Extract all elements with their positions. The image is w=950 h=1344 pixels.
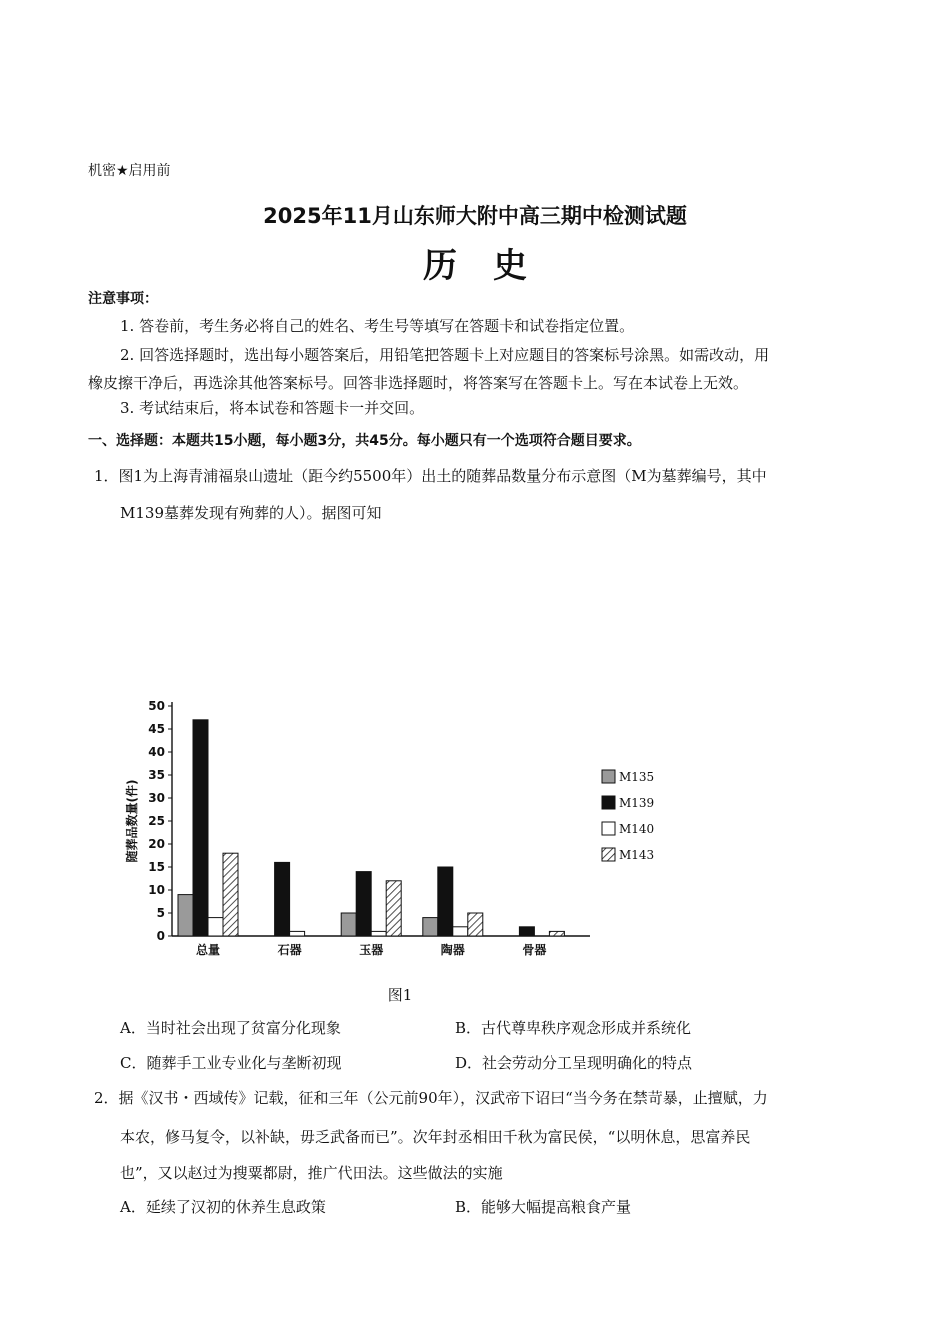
q2-option-b: B．能够大幅提高粮食产量 bbox=[455, 1198, 632, 1216]
bar-m135-0 bbox=[178, 895, 193, 936]
legend-label-m140: M140 bbox=[619, 822, 655, 836]
figure-1-caption: 图1 bbox=[387, 986, 413, 1004]
q1-option-a: A．当时社会出现了贫富分化现象 bbox=[120, 1019, 341, 1037]
note-item-2-line-1: 2. 回答选择题时，选出每小题答案后，用铅笔把答题卡上对应题目的答案标号涂黑。如需改动，用 bbox=[120, 346, 770, 364]
bar-m143-4 bbox=[549, 931, 564, 936]
legend-swatch-m143 bbox=[602, 848, 615, 861]
bar-m139-4 bbox=[519, 927, 534, 936]
q1-option-c: C．随葬手工业专业化与垄断初现 bbox=[120, 1054, 342, 1072]
q2-stem-line-3: 也”，又以赵过为搜粟都尉，推广代田法。这些做法的实施 bbox=[120, 1164, 503, 1182]
x-category-label: 陶器 bbox=[440, 943, 465, 957]
x-category-label: 骨器 bbox=[522, 943, 547, 957]
x-category-label: 石器 bbox=[277, 943, 302, 957]
legend-label-m135: M135 bbox=[619, 770, 655, 784]
y-axis-label: 随葬品数量(件) bbox=[125, 779, 139, 863]
y-tick-label: 50 bbox=[148, 699, 165, 713]
note-item-2-line-2: 橡皮擦干净后，再选涂其他答案标号。回答非选择题时，将答案写在答题卡上。写在本试卷上无效。 bbox=[88, 374, 749, 392]
y-tick-label: 20 bbox=[148, 837, 165, 851]
y-tick-label: 15 bbox=[148, 860, 165, 874]
legend-swatch-m135 bbox=[602, 770, 615, 783]
note-item-1: 1. 答卷前，考生务必将自己的姓名、考生号等填写在答题卡和试卷指定位置。 bbox=[120, 317, 635, 335]
q1-stem-line-2: M139墓葬发现有殉葬的人）。据图可知 bbox=[120, 504, 382, 522]
q2-option-a: A．延续了汉初的休养生息政策 bbox=[120, 1198, 326, 1216]
legend-swatch-m139 bbox=[602, 796, 615, 809]
bar-m140-0 bbox=[208, 918, 223, 936]
bar-m139-1 bbox=[275, 862, 290, 936]
bar-m140-3 bbox=[453, 927, 468, 936]
section-1-heading: 一、选择题：本题共15小题，每小题3分，共45分。每小题只有一个选项符合题目要求。 bbox=[88, 433, 641, 449]
y-tick-label: 10 bbox=[148, 883, 165, 897]
note-item-3: 3. 考试结束后，将本试卷和答题卡一并交回。 bbox=[120, 399, 425, 417]
subject-title: 历史 bbox=[423, 246, 563, 286]
y-tick-label: 25 bbox=[148, 814, 165, 828]
legend-label-m139: M139 bbox=[619, 796, 655, 810]
exam-title: 2025年11月山东师大附中高三期中检测试题 bbox=[263, 204, 687, 228]
burial-goods-bar-chart bbox=[120, 690, 680, 970]
y-tick-label: 40 bbox=[148, 745, 165, 759]
bar-m143-2 bbox=[386, 881, 401, 936]
bar-m140-2 bbox=[371, 931, 386, 936]
q1-option-b: B．古代尊卑秩序观念形成并系统化 bbox=[455, 1019, 692, 1037]
x-category-label: 玉器 bbox=[359, 943, 384, 957]
confidential-mark: 机密★启用前 bbox=[88, 163, 171, 179]
bar-m135-2 bbox=[341, 913, 356, 936]
bar-m135-3 bbox=[423, 918, 438, 936]
q2-stem-line-2: 本农，修马复令，以补缺，毋乏武备而已”。次年封丞相田千秋为富民侯，“以明休息，思富养民 bbox=[120, 1128, 751, 1146]
notes-heading: 注意事项： bbox=[88, 291, 158, 307]
y-tick-label: 45 bbox=[148, 722, 165, 736]
legend-swatch-m140 bbox=[602, 822, 615, 835]
bar-m140-1 bbox=[290, 931, 305, 936]
bar-m143-0 bbox=[223, 853, 238, 936]
y-tick-label: 30 bbox=[148, 791, 165, 805]
q1-option-d: D．社会劳动分工呈现明确化的特点 bbox=[455, 1054, 693, 1072]
bar-m143-3 bbox=[468, 913, 483, 936]
x-category-label: 总量 bbox=[195, 943, 221, 957]
legend-label-m143: M143 bbox=[619, 848, 655, 862]
y-tick-label: 0 bbox=[156, 929, 165, 943]
bar-m139-2 bbox=[356, 872, 371, 936]
bar-m139-0 bbox=[193, 720, 208, 936]
q2-stem-line-1: 2．据《汉书・西域传》记载，征和三年（公元前90年），汉武帝下诏曰“当今务在禁苛暴，止擅赋，力 bbox=[94, 1089, 768, 1107]
y-tick-label: 5 bbox=[156, 906, 165, 920]
q1-stem-line-1: 1．图1为上海青浦福泉山遗址（距今约5500年）出土的随葬品数量分布示意图（M为墓葬编号，其中 bbox=[94, 467, 767, 485]
bar-m139-3 bbox=[438, 867, 453, 936]
y-tick-label: 35 bbox=[148, 768, 165, 782]
